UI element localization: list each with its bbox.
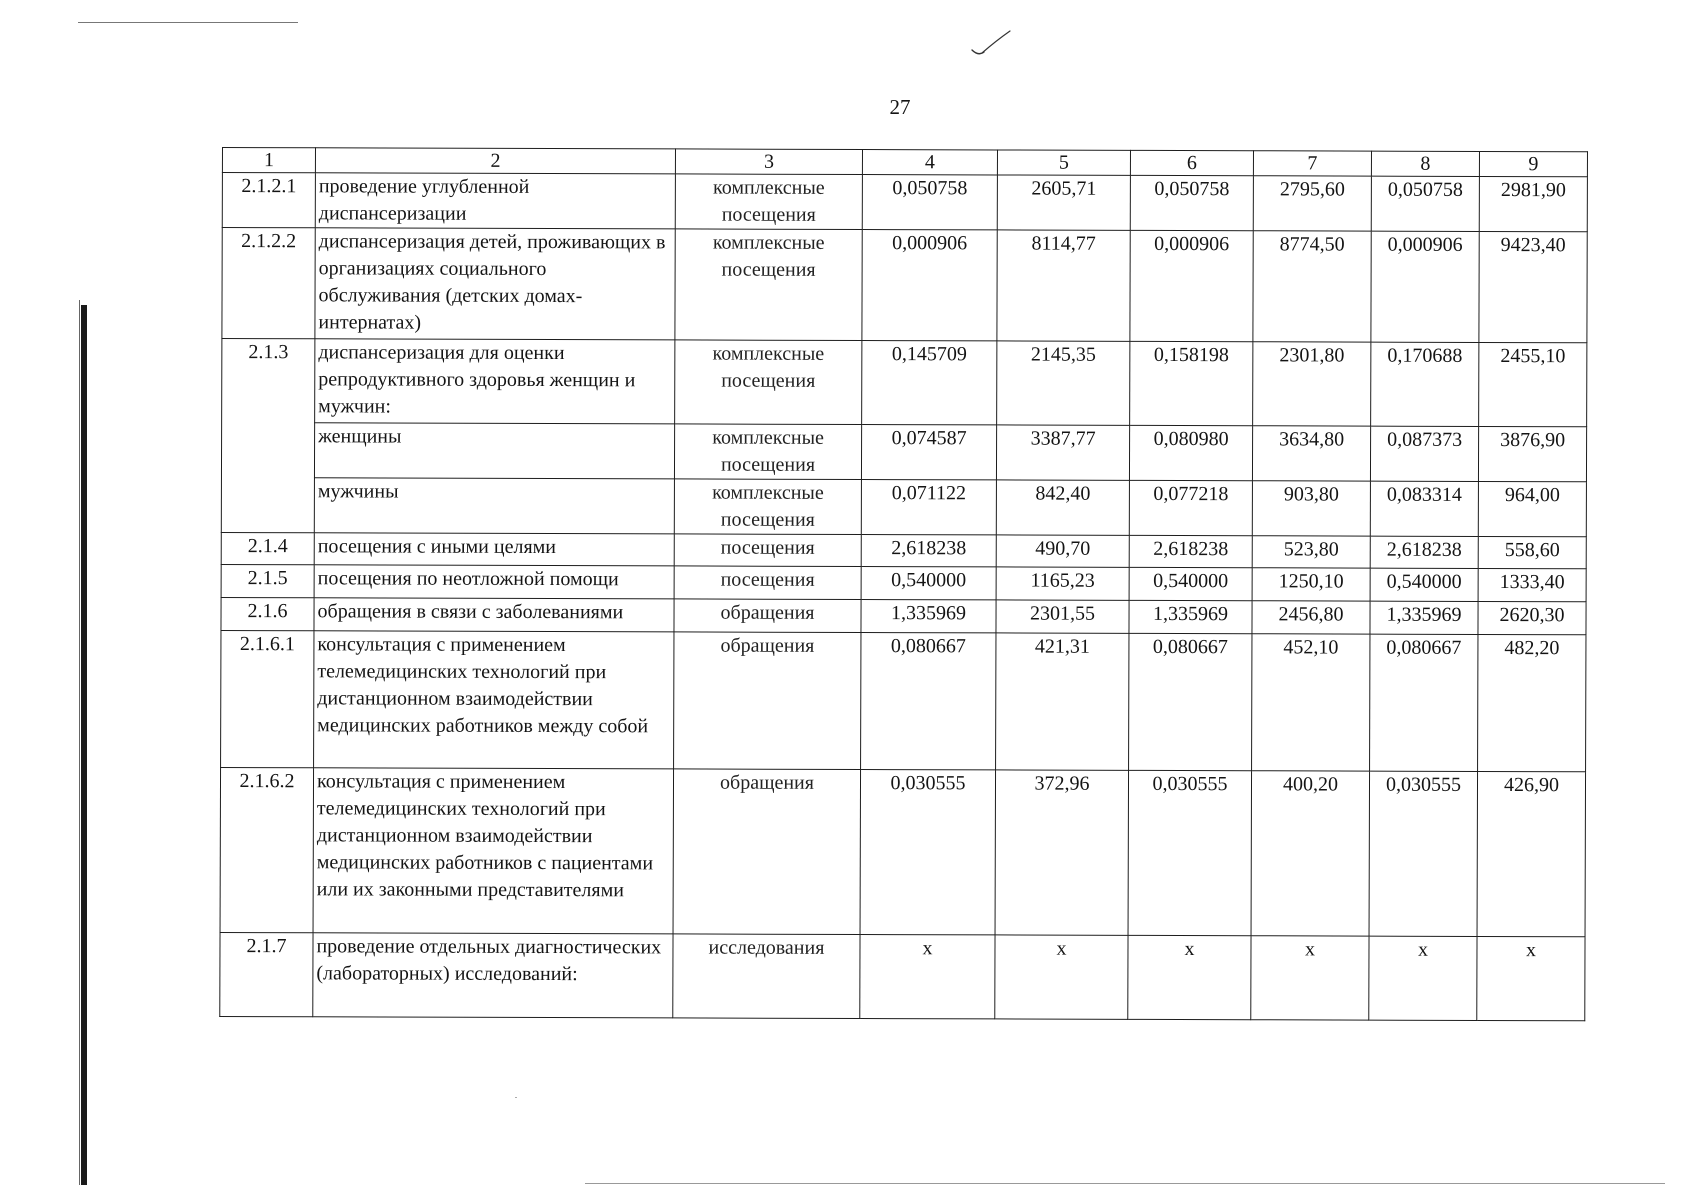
row-unit-cell: посещения (674, 566, 861, 600)
row-value-cell: 903,80 (1252, 481, 1370, 536)
row-unit-cell: обращения (674, 632, 861, 770)
row-value-cell: 9423,40 (1479, 231, 1587, 342)
row-name-cell: диспансеризация для оценки репродуктивного здоровья женщин и мужчин: (315, 339, 675, 424)
handwritten-check-mark (970, 28, 1014, 58)
row-name-cell: мужчины (314, 478, 674, 534)
header-cell: 9 (1479, 151, 1587, 176)
row-value-cell: 0,050758 (862, 175, 997, 230)
row-value-cell: 2456,80 (1252, 601, 1370, 634)
row-value-cell: 3876,90 (1478, 426, 1586, 481)
row-name-cell: посещения по неотложной помощи (314, 565, 674, 599)
row-value-cell: 1,335969 (1370, 601, 1478, 634)
row-value-cell: 558,60 (1478, 536, 1586, 568)
row-name-cell: женщины (314, 423, 674, 479)
row-value-cell: 8774,50 (1253, 231, 1371, 342)
scan-binding-shadow (81, 305, 87, 1185)
row-value-cell: 1333,40 (1478, 568, 1586, 601)
row-value-cell: 0,083314 (1370, 481, 1478, 536)
row-value-cell: 0,080980 (1129, 425, 1252, 480)
row-value-cell: 0,540000 (1370, 568, 1478, 601)
row-value-cell: 0,540000 (1129, 567, 1252, 600)
row-value-cell: х (995, 935, 1128, 1019)
row-value-cell: 2301,55 (996, 600, 1129, 633)
row-value-cell: 964,00 (1478, 481, 1586, 536)
table-body (220, 148, 1588, 1021)
row-code-cell: 2.1.6.1 (221, 630, 314, 767)
scan-edge-line-bottom (585, 1183, 1665, 1184)
row-value-cell: 0,540000 (861, 567, 996, 600)
row-value-cell: 0,000906 (1371, 231, 1479, 342)
row-value-cell: 452,10 (1252, 634, 1370, 771)
row-value-cell: х (1128, 935, 1251, 1019)
row-value-cell: 0,074587 (861, 425, 996, 480)
table-row (220, 767, 1586, 936)
row-value-cell: 2981,90 (1479, 176, 1587, 231)
row-name-cell: консультация с применением телемедицинских технологий при дистанционном взаимодействии медицинских работников между собой (314, 631, 674, 769)
row-value-cell: 2,618238 (1370, 536, 1478, 568)
row-value-cell: 0,080667 (1370, 634, 1478, 771)
row-value-cell: 0,077218 (1129, 480, 1252, 535)
header-cell: 1 (222, 148, 315, 173)
row-value-cell: 0,170688 (1371, 342, 1479, 426)
header-cell: 7 (1253, 151, 1371, 176)
header-cell: 4 (862, 150, 997, 175)
row-value-cell: 0,158198 (1130, 341, 1253, 425)
row-code-cell: 2.1.5 (221, 564, 314, 597)
row-unit-cell: посещения (674, 534, 861, 567)
row-value-cell: 2,618238 (1129, 535, 1252, 567)
row-unit-cell: комплексные посещения (675, 229, 862, 341)
table-row (221, 423, 1586, 482)
header-cell: 3 (675, 149, 862, 175)
row-unit-cell: комплексные посещения (675, 174, 862, 230)
row-value-cell: 400,20 (1251, 771, 1370, 936)
row-value-cell: 8114,77 (997, 230, 1130, 341)
row-name-cell: проведение отдельных диагностических (лабораторных) исследований: (313, 933, 673, 1018)
row-value-cell: 0,030555 (1128, 770, 1252, 935)
header-cell: 2 (315, 148, 675, 174)
row-name-cell: диспансеризация детей, проживающих в организациях социального обслуживания (детских домах-интернатах) (315, 228, 675, 340)
row-value-cell: 0,080667 (1129, 633, 1252, 770)
row-value-cell: 1,335969 (1129, 600, 1252, 633)
header-cell: 5 (997, 150, 1130, 175)
row-code-cell: 2.1.3 (221, 339, 315, 533)
row-unit-cell: комплексные посещения (675, 340, 862, 425)
table-row (221, 597, 1586, 634)
row-value-cell: 0,030555 (1369, 771, 1478, 936)
row-code-cell: 2.1.7 (220, 932, 313, 1016)
table-row (220, 932, 1585, 1020)
row-value-cell: 2605,71 (997, 175, 1130, 230)
row-code-cell: 2.1.4 (221, 532, 314, 564)
row-code-cell: 2.1.6 (221, 597, 314, 630)
row-value-cell: 2795,60 (1253, 176, 1371, 231)
row-value-cell: 0,145709 (862, 341, 997, 425)
row-value-cell: 0,050758 (1130, 175, 1253, 230)
table-row (222, 173, 1587, 232)
row-value-cell: 2455,10 (1479, 342, 1587, 426)
row-value-cell: 0,087373 (1370, 426, 1478, 481)
row-unit-cell: комплексные посещения (674, 479, 861, 535)
row-unit-cell: обращения (674, 599, 861, 633)
table-row (221, 532, 1586, 568)
row-name-cell: посещения с иными целями (314, 533, 674, 566)
scan-speck (515, 1097, 517, 1098)
row-value-cell: 1250,10 (1252, 568, 1370, 601)
row-value-cell: 0,000906 (1130, 230, 1253, 341)
row-value-cell: 3634,80 (1252, 426, 1370, 481)
row-value-cell: 0,080667 (861, 633, 996, 770)
row-unit-cell: обращения (673, 769, 861, 935)
table-row (221, 477, 1586, 536)
row-value-cell: х (860, 935, 995, 1019)
table-row (221, 630, 1586, 771)
row-value-cell: 421,31 (996, 633, 1129, 770)
row-value-cell: 490,70 (996, 535, 1129, 567)
row-value-cell: 2301,80 (1253, 342, 1371, 426)
row-value-cell: 2145,35 (997, 341, 1130, 425)
row-unit-cell: исследования (673, 934, 860, 1019)
row-unit-cell: комплексные посещения (674, 424, 861, 480)
scan-edge-line-top (78, 22, 298, 23)
row-value-cell: х (1251, 936, 1369, 1020)
row-value-cell: х (1477, 936, 1585, 1020)
row-name-cell: консультация с применением телемедицинских технологий при дистанционном взаимодействии медицинских работников с пациентами или их законными представителями (313, 768, 674, 934)
row-value-cell: 0,000906 (862, 230, 997, 341)
row-value-cell: 3387,77 (996, 425, 1129, 480)
row-value-cell: 482,20 (1478, 634, 1586, 771)
table-row (221, 564, 1586, 601)
row-value-cell: 0,050758 (1371, 176, 1479, 231)
header-cell: 6 (1130, 150, 1253, 175)
row-name-cell: обращения в связи с заболеваниями (314, 598, 674, 632)
row-value-cell: 523,80 (1252, 536, 1370, 568)
data-table (219, 147, 1588, 1021)
row-value-cell: 0,030555 (860, 770, 996, 935)
row-name-cell: проведение углубленной диспансеризации (315, 173, 675, 229)
row-value-cell: 372,96 (995, 770, 1129, 935)
row-code-cell: 2.1.6.2 (220, 767, 314, 932)
row-code-cell: 2.1.2.1 (222, 173, 315, 228)
row-value-cell: 2,618238 (861, 535, 996, 567)
row-value-cell: 1,335969 (861, 600, 996, 633)
row-value-cell: х (1369, 936, 1477, 1020)
row-value-cell: 0,071122 (861, 480, 996, 535)
row-code-cell: 2.1.2.2 (222, 228, 315, 339)
header-cell: 8 (1371, 151, 1479, 176)
page-number: 27 (889, 95, 911, 119)
row-value-cell: 2620,30 (1478, 601, 1586, 634)
table-row (222, 228, 1587, 343)
scan-edge-line-left (79, 300, 80, 1185)
table-row (222, 339, 1587, 427)
row-value-cell: 842,40 (996, 480, 1129, 535)
row-value-cell: 426,90 (1477, 771, 1586, 936)
row-value-cell: 1165,23 (996, 567, 1129, 600)
